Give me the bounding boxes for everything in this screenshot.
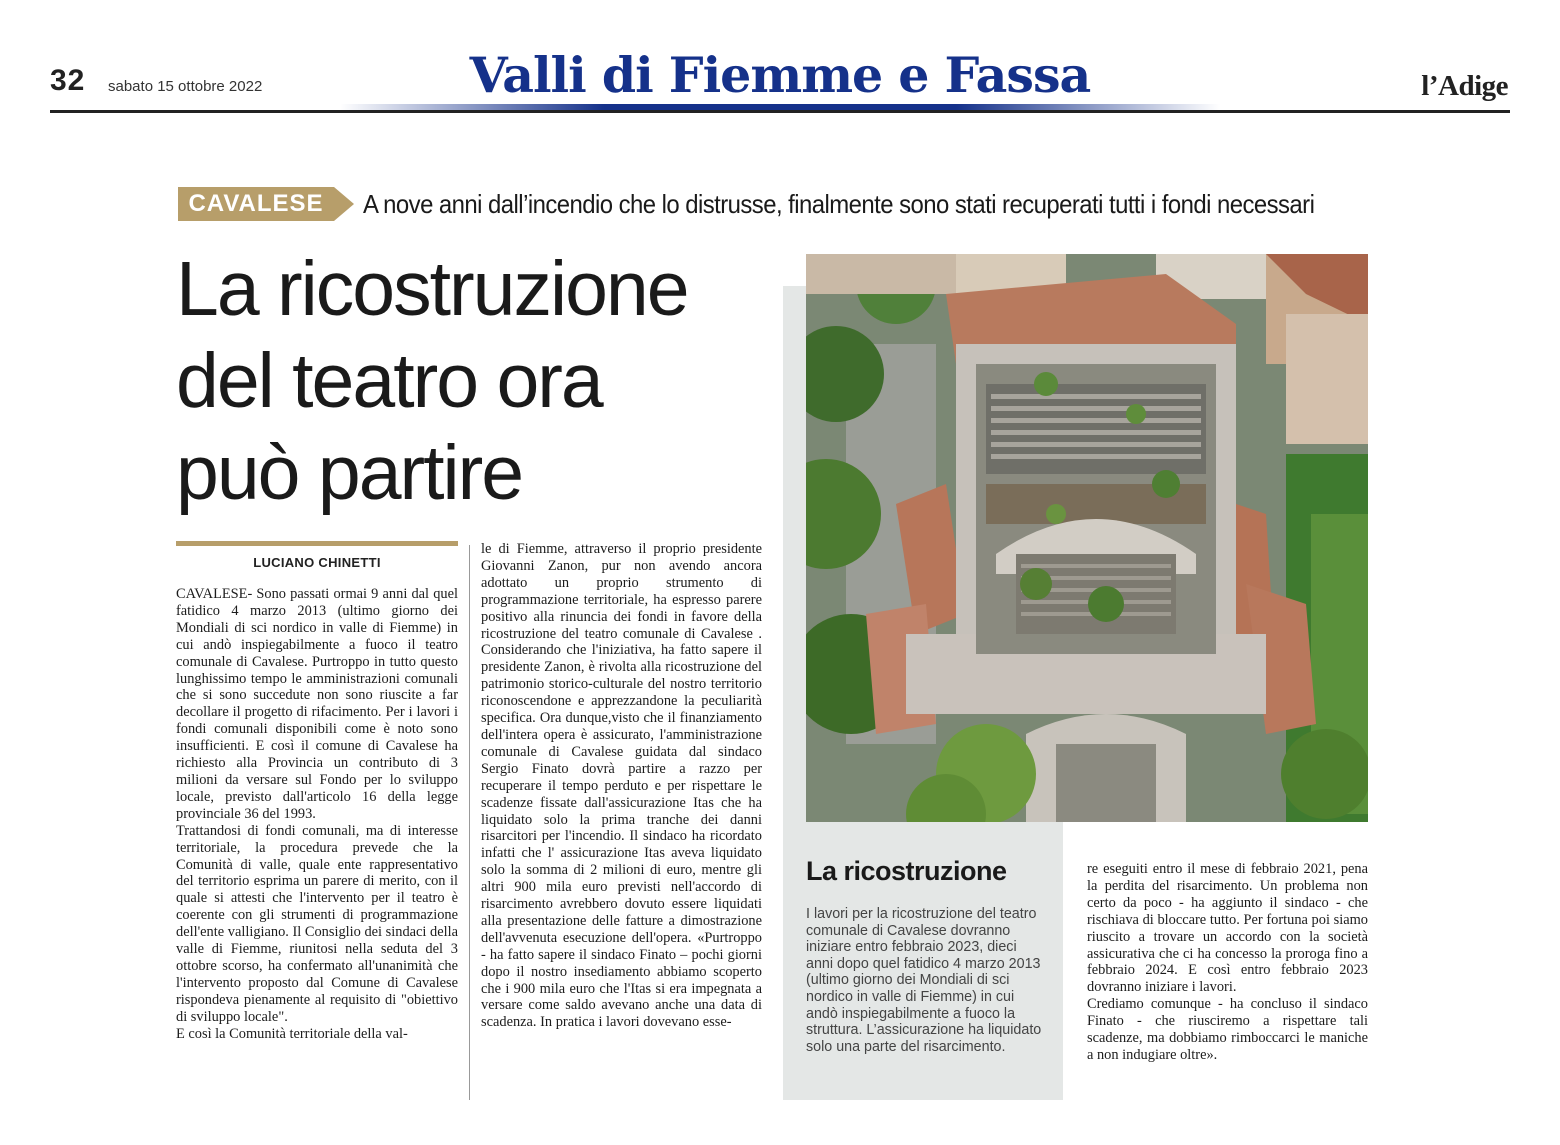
body-paragraph: E così la Comunità territoriale della val- bbox=[176, 1025, 408, 1042]
box-text: I lavori per la ricostruzione del teatro comunale di Cavalese dovranno iniziare entro febbraio 2023, dieci anni dopo quel fatidico 4 marzo 2013 (ultimo giorno dei Mondiali di sci nordico in valle di Fiemme) in cui andò inspiegabilmente a fuoco la struttura. L’assicurazione ha liquidato solo una parte del risarcimento. bbox=[806, 906, 1042, 1055]
body-column-1 bbox=[176, 586, 458, 1042]
kicker-location: CAVALESE bbox=[188, 190, 324, 217]
page-number: 32 bbox=[50, 64, 86, 97]
section-title: Valli di Fiemme e Fassa bbox=[469, 46, 1091, 104]
body-paragraph: le di Fiemme, attraverso il proprio presidente Giovanni Zanon, pur non avendo ancora adottato un proprio strumento di programmazione territoriale, ha espresso parere positivo alla rinuncia dei fondi in favore della ricostruzione del teatro comunale di Cavalese . Considerando che l'iniziativa, ha fatto sapere il presidente Zanon, è rivolta alla ricostruzione del patrimonio storico-culturale del nostro territorio riconoscendone e apprezzandone la peculiarità specifica. Ora dunque,visto che il finanziamento dell'intera opera è assicurato, l'amministrazione comunale di Cavalese guidata dal sindaco Sergio Finato dovrà partire a razzo per recuperare il tempo perduto e per rispettare le scadenze fissate dall'assicurazione Itas che ha liquidato solo la prima tranche dei danni risarcitori per l'incendio. Il sindaco ha ricordato infatti che l' assicurazione Itas aveva liquidato solo la somma di 2 milioni di euro, mentre gli altri 900 mila euro previsti nell'accordo di risarcimento avrebbero dovuto essere liquidati alla presentazione delle fatture a dimostrazione dell'avvenuta esecuzione dell'opera. «Purtroppo - ha fatto sapere il sindaco Finato – pochi giorni dopo il nostro insediamento abbiamo scoperto che i 900 mila euro che l'Itas si era impegnata a versare come saldo avevano anche una data di scadenza. In pratica i lavori dovevano esse- bbox=[481, 541, 762, 1031]
column-divider bbox=[469, 545, 470, 1100]
headline bbox=[176, 243, 776, 519]
headline-line: del teatro ora bbox=[176, 338, 602, 424]
body-column-3 bbox=[1087, 861, 1368, 1064]
headline-line: può partire bbox=[176, 430, 523, 516]
byline-rule bbox=[176, 541, 458, 546]
byline: LUCIANO CHINETTI bbox=[253, 555, 381, 570]
body-paragraph: re eseguiti entro il mese di febbraio 2021, pena la perdita del risarcimento. Un problema non certo da poco - ha aggiunto il sindaco - che rischiava di bloccare tutto. Per fortuna poi siamo riuscito a trovare un accordo con la società assicurativa che ci ha concesso la proroga fino a febbraio 2024. E così entro febbraio 2023 dovranno iniziare i lavori. bbox=[1087, 861, 1368, 996]
body-paragraph: Crediamo comunque - ha concluso il sindaco Finato - che riusciremo a rispettare tali scadenze, ma dobbiamo rimboccarci le maniche a non indugiare oltre». bbox=[1087, 996, 1368, 1063]
page-date: sabato 15 ottobre 2022 bbox=[108, 78, 263, 95]
body-paragraph: Trattandosi di fondi comunali, ma di interesse territoriale, la procedura prevede che la Comunità di valle, quale ente rappresentativo del territorio esprima un parere di merito, con il quale si attesti che l'intervento per il teatro è coerente con gli strumenti di programmazione dell'ente valligiano. Il Consiglio dei sindaci della valle di Fiemme, riunitosi nella seduta del 3 ottobre scorso, ha confermato all'unanimità che l'intervento proposto dal Comune di Cavalese rispondeva pienamente al requisito di "obiettivo di sviluppo locale". bbox=[176, 822, 458, 1025]
box-title: La ricostruzione bbox=[806, 856, 1007, 886]
kicker-subtitle: A nove anni dall’incendio che lo distrusse, finalmente sono stati recuperati tutti i fondi necessari bbox=[363, 189, 1315, 219]
newspaper-logo: l’Adige bbox=[1421, 70, 1508, 102]
photo-illustration bbox=[806, 254, 1368, 822]
aerial-photo-burnt-theatre bbox=[806, 254, 1368, 822]
masthead-rule bbox=[50, 110, 1510, 113]
body-column-2 bbox=[481, 541, 762, 1031]
kicker-arrow-icon bbox=[334, 187, 354, 221]
body-paragraph: CAVALESE- Sono passati ormai 9 anni dal quel fatidico 4 marzo 2013 (ultimo giorno dei Mondiali di sci nordico in valle di Fiemme) in cui andò inspiegabilmente a fuoco il teatro comunale di Cavalese. Purtroppo in tutto questo lunghissimo tempo le amministrazioni comunali che si sono succedute non sono riuscite a far decollare il progetto di rifacimento. Per i lavori i fondi comunali disponibili come è noto sono insufficienti. E così il comune di Cavalese ha richiesto alla Provincia un contributo di 3 milioni da versare sul Fondo per lo sviluppo locale, previsto dall'articolo 16 della legge provinciale 36 del 1993. bbox=[176, 586, 458, 822]
headline-line: La ricostruzione bbox=[176, 246, 688, 332]
